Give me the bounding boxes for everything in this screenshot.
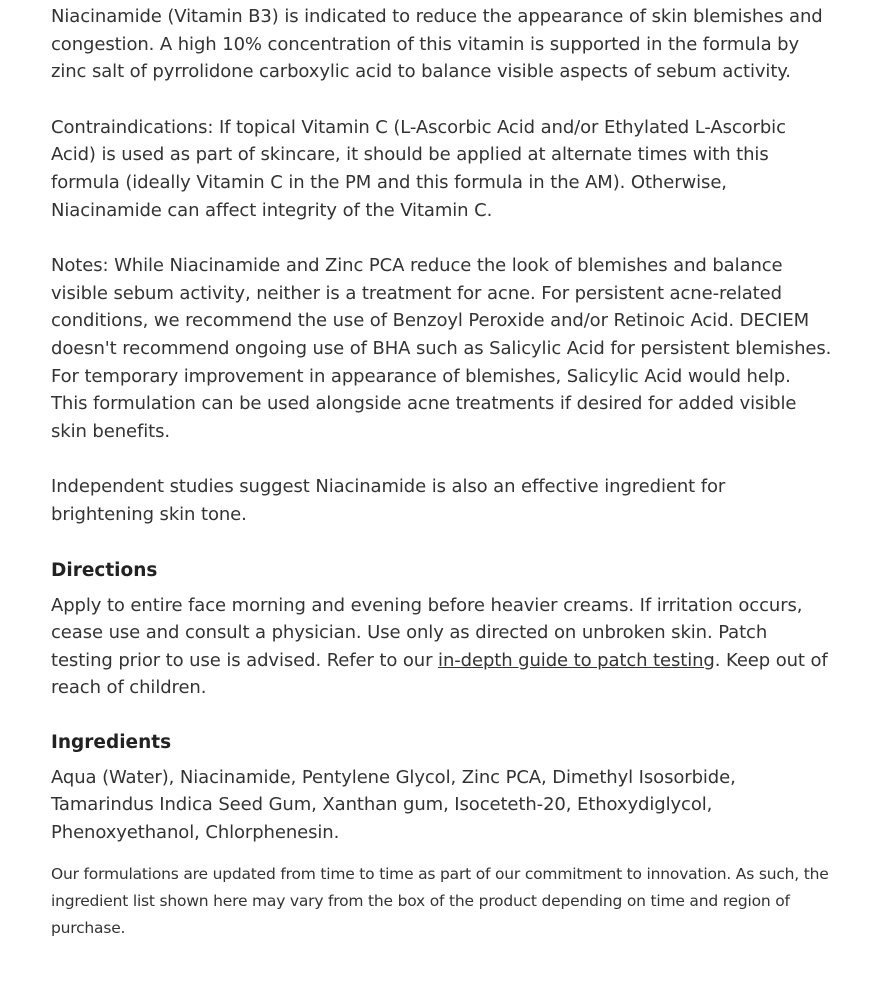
directions-text: Apply to entire face morning and evening before heavier creams. If irritation occurs, cease use and consult a physician. Use only as directed on unbroken skin. Patch testing prior to use is advised. Refer to our xyxy=(51,594,803,671)
contraindications-paragraph: Contraindications: If topical Vitamin C (L-Ascorbic Acid and/or Ethylated L-Ascorbic Acid) is used as part of skincare, it should be applied at alternate times with this formula (ideally Vitamin C in the PM and this formula in the AM). Otherwise, Niacinamide can affect integrity of the Vitamin C. xyxy=(51,116,786,221)
patch-testing-guide-link[interactable]: in-depth guide to patch testing xyxy=(438,649,715,671)
notes-paragraph: Notes: While Niacinamide and Zinc PCA reduce the look of blemishes and balance visible sebum activity, neither is a treatment for acne. For persistent acne-related conditions, we recommend the use of Benzoyl Peroxide and/or Retinoic Acid. DECIEM doesn't recommend ongoing use of BHA such as Salicylic Acid for persistent blemishes. For temporary improvement in appearance of blemishes, Salicylic Acid would help. This formulation can be used alongside acne treatments if desired for added visible skin benefits. xyxy=(51,255,832,442)
directions-text-end: . Keep out of reach of children. xyxy=(51,649,828,699)
intro-paragraph: Niacinamide (Vitamin B3) is indicated to reduce the appearance of skin blemishes and congestion. A high 10% concentration of this vitamin is supported in the formula by zinc salt of pyrrolidone carboxylic acid to balance visible aspects of sebum activity. xyxy=(51,6,823,83)
directions-paragraph xyxy=(51,592,832,702)
ingredients-heading: Ingredients xyxy=(51,731,172,753)
studies-paragraph: Independent studies suggest Niacinamide is also an effective ingredient for brightening skin tone. xyxy=(51,476,726,525)
formulation-footnote: Our formulations are updated from time to time as part of our commitment to innovation. As such, the ingredient list shown here may vary from the box of the product depending on time and region of purchase. xyxy=(51,864,829,938)
ingredients-list: Aqua (Water), Niacinamide, Pentylene Glycol, Zinc PCA, Dimethyl Isosorbide, Tamarindus Indica Seed Gum, Xanthan gum, Isoceteth-20, Ethoxydiglycol, Phenoxyethanol, Chlorphenesin. xyxy=(51,766,736,844)
directions-heading: Directions xyxy=(51,559,158,581)
